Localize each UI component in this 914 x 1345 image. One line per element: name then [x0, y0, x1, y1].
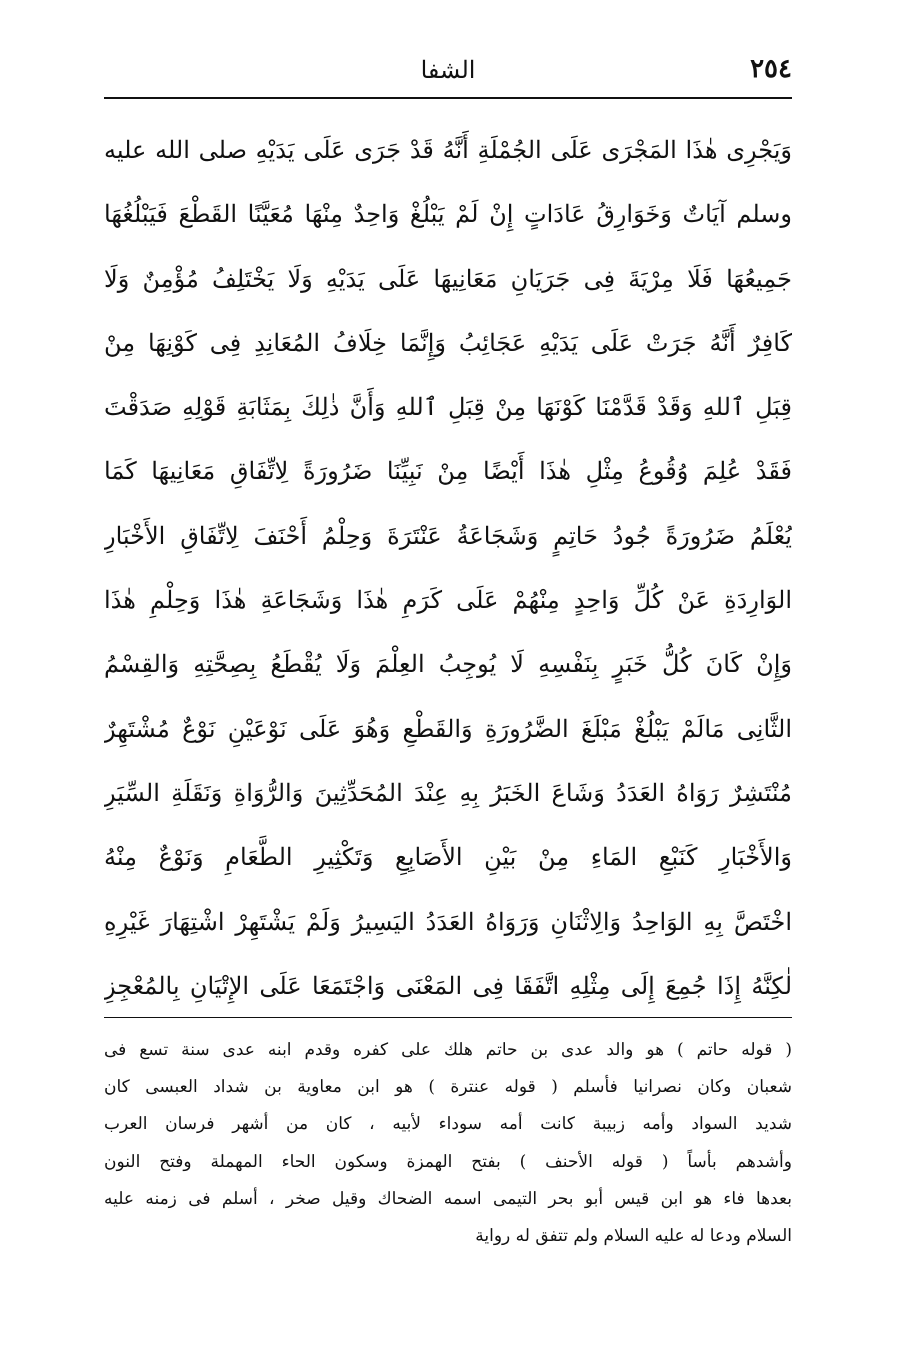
main-text-line: الوَارِدَةِ عَنْ كُلِّ وَاحِدٍ مِنْهُمْ عَلَى كَرَمِ هٰذَا وَشَجَاعَةِ هٰذَا وَحِلْمِ هٰذَا	[104, 586, 792, 615]
main-text-line: يُعْلَمُ ضَرُورَةً جُودُ حَاتِمٍ وَشَجَاعَةُ عَنْتَرَةَ وَحِلْمُ أَحْنَفَ لِاتِّفَاقِ الأَخْبَارِ	[104, 521, 792, 550]
main-text-line: جَمِيعُهَا فَلَا مِرْيَةَ فِى جَرَيَانِ مَعَانِيهَا عَلَى يَدَيْهِ وَلَا يَخْتَلِفُ مُؤْمِنٌ وَلَا	[104, 264, 792, 293]
main-text-line: اخْتَصَّ بِهِ الوَاحِدُ وَالِاثْنَانِ وَرَوَاهُ العَدَدُ اليَسِيرُ وَلَمْ يَشْتَهِرْ اشْتِهَارَ غَيْرِهِ	[104, 907, 792, 936]
page-title: الشفا	[420, 56, 476, 84]
footnote-line: السلام ودعا له عليه السلام ولم تتفق له رواية	[475, 1225, 792, 1246]
running-header	[104, 52, 792, 98]
footnote-rule	[104, 1017, 792, 1018]
main-text-line: وسلم آيَاتٌ وَخَوَارِقُ عَادَاتٍ إِنْ لَمْ يَبْلُغْ وَاحِدٌ مِنْهَا مُعَيَّنًا القَطْعَ فَيَبْلُغُهَا	[104, 200, 792, 229]
header-rule	[104, 97, 792, 99]
main-text-line: كَافِرٌ أَنَّهُ جَرَتْ عَلَى يَدَيْهِ عَجَائِبُ وَإِنَّمَا خِلَافُ المُعَانِدِ فِى كَوْنِهَا مِنْ	[104, 328, 792, 357]
main-text	[104, 118, 792, 1018]
footnote-line: ( قوله حاتم ) هو والد عدى بن حاتم هلك على كفره وقدم ابنه عدى سنة تسع فى	[104, 1040, 792, 1060]
footnote-line: شعبان وكان نصرانيا فأسلم ( قوله عنترة ) هو ابن معاوية بن شداد العبسى كان	[104, 1077, 792, 1098]
main-text-line: وَالأَخْبَارِ كَنَبْعِ المَاءِ مِنْ بَيْنِ الأَصَابِعِ وَتَكْثِيرِ الطَّعَامِ وَنَوْعٌ مِنْهُ	[104, 843, 792, 872]
footnotes	[104, 1032, 792, 1255]
footnote-line: شديد السواد وأمه زبيبة كانت أمه سوداء لأبيه ، كان من أشهر فرسان العرب	[104, 1114, 792, 1135]
main-text-line: مُنْتَشِرٌ رَوَاهُ العَدَدُ وَشَاعَ الخَبَرُ بِهِ عِنْدَ المُحَدِّثِينَ وَالرُّوَاةِ وَنَقَلَةِ السِّيَرِ	[104, 778, 792, 807]
main-text-line: الثَّانِى مَالَمْ يَبْلُغْ مَبْلَغَ الضَّرُورَةِ وَالقَطْعِ وَهُوَ عَلَى نَوْعَيْنِ نَوْعٌ مُشْتَهِرٌ	[104, 714, 792, 743]
footnote-line: وأشدهم بأساً ( قوله الأحنف ) بفتح الهمزة وسكون الحاء المهملة وفتح النون	[104, 1151, 792, 1172]
main-text-line: لٰكِنَّهُ إِذَا جُمِعَ إِلَى مِثْلِهِ اتَّفَقَا فِى المَعْنَى وَاجْتَمَعَا عَلَى الإِتْيَانِ بِالمُعْجِزِ	[104, 971, 792, 1000]
footnote-line: بعدها فاء هو ابن قيس أبو بحر التيمى اسمه الضحاك وقيل صخر ، أسلم فى زمنه عليه	[104, 1188, 792, 1209]
main-text-line: وَإِنْ كَانَ كُلُّ خَبَرٍ بِنَفْسِهِ لَا يُوجِبُ العِلْمَ وَلَا يُقْطَعُ بِصِحَّتِهِ وَالقِسْمُ	[104, 650, 792, 679]
page-number: ٢٥٤	[750, 54, 792, 84]
main-text-line: وَيَجْرِى هٰذَا المَجْرَى عَلَى الجُمْلَةِ أَنَّهُ قَدْ جَرَى عَلَى يَدَيْهِ صلى الله عليه	[104, 136, 792, 164]
main-text-line: قِبَلِ ٱللهِ وَقَدْ قَدَّمْنَا كَوْنَهَا مِنْ قِبَلِ ٱللهِ وَأَنَّ ذٰلِكَ بِمَثَابَةِ قَوْلِهِ صَدَقْتَ	[104, 393, 792, 422]
main-text-line: فَقَدْ عُلِمَ وُقُوعُ مِثْلِ هٰذَا أَيْضًا مِنْ نَبِيِّنَا ضَرُورَةً لِاتِّفَاقِ مَعَانِيهَا كَمَا	[104, 457, 792, 486]
